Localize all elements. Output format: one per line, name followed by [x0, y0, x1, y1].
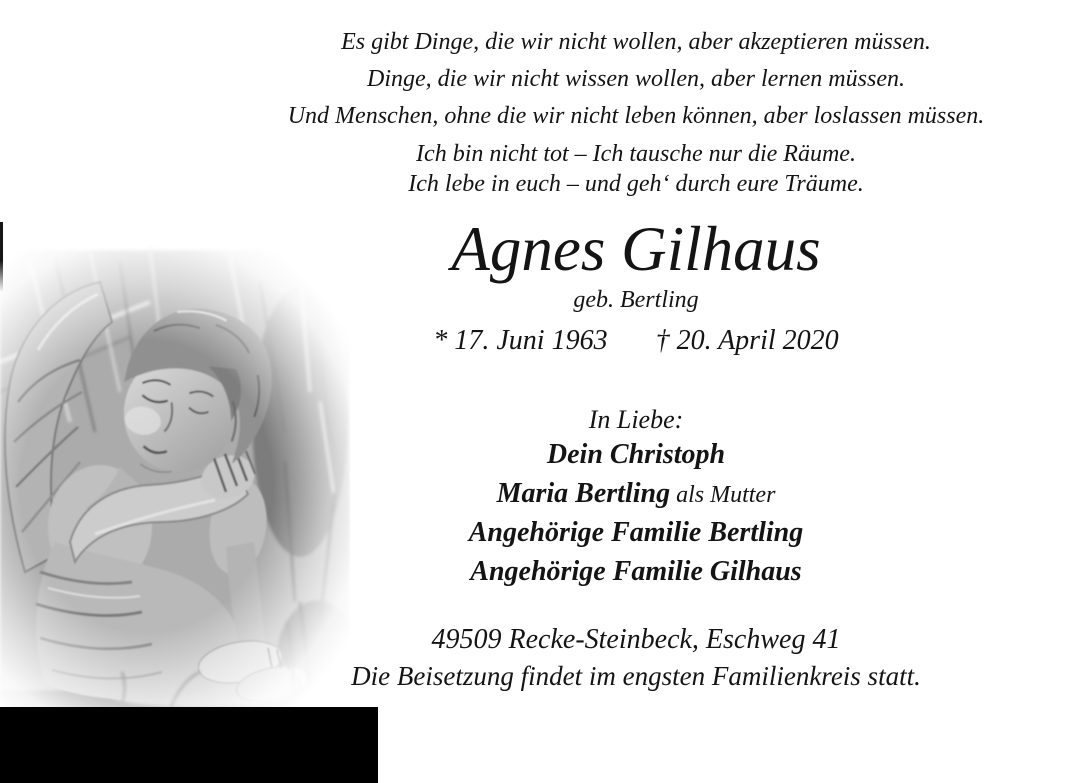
- mourner-line: [197, 436, 1075, 475]
- poem-line-1: Ich bin nicht tot – Ich tausche nur die Räume.: [416, 141, 856, 167]
- mourner-name: Angehörige Familie Gilhaus: [470, 556, 802, 587]
- memorial-poem: [197, 139, 1075, 199]
- funeral-note: Die Beisetzung findet im engsten Familienkreis statt.: [351, 661, 921, 691]
- mourner-name: Maria Bertling: [496, 478, 671, 509]
- obituary-text-column: [197, 0, 1075, 695]
- quote-line-2: Dinge, die wir nicht wissen wollen, aber lernen müssen.: [367, 66, 905, 92]
- poem-line-2: Ich lebe in euch – und geh‘ durch eure Träume.: [408, 171, 864, 197]
- mourner-line: [197, 514, 1075, 553]
- quote-line-1: Es gibt Dinge, die wir nicht wollen, aber akzeptieren müssen.: [341, 29, 931, 55]
- mourner-name: Angehörige Familie Bertling: [468, 517, 804, 548]
- life-dates: [197, 323, 1075, 359]
- mourner-relation: als Mutter: [670, 482, 776, 508]
- birth-date: * 17. Juni 1963: [433, 325, 608, 356]
- photo-edge-line: [0, 222, 3, 292]
- salutation: In Liebe:: [588, 405, 684, 434]
- mourner-line: [197, 475, 1075, 514]
- address: 49509 Recke-Steinbeck, Eschweg 41: [431, 624, 841, 655]
- mourners-list: [197, 436, 1075, 592]
- deceased-name: Agnes Gilhaus: [451, 214, 821, 284]
- black-redaction-bar: [0, 707, 378, 783]
- mourner-line: [197, 553, 1075, 592]
- death-date: † 20. April 2020: [655, 325, 839, 356]
- quote-line-3: Und Menschen, ohne die wir nicht leben können, aber loslassen müssen.: [287, 103, 985, 129]
- opening-quote: [197, 0, 1075, 135]
- maiden-name: geb. Bertling: [573, 287, 699, 313]
- mourner-name: Dein Christoph: [546, 439, 726, 470]
